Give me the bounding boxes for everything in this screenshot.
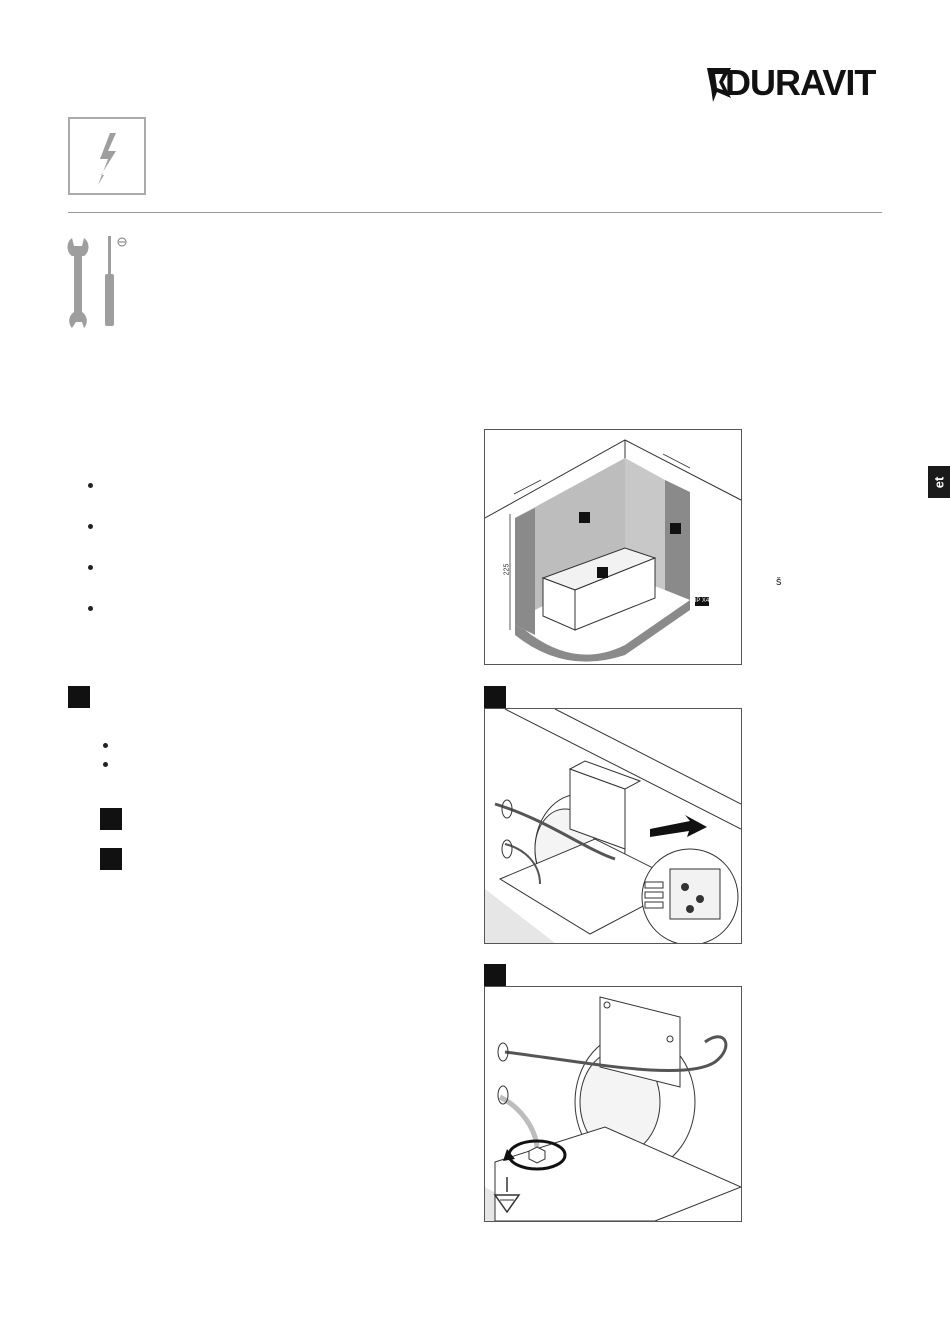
list-bullet [88, 483, 93, 488]
language-tab[interactable]: et [928, 466, 950, 498]
pump-earthing-illustration [485, 987, 741, 1221]
step-marker [68, 686, 90, 708]
logo-text: DURAVIT [725, 62, 876, 103]
list-bullet [103, 743, 108, 748]
list-bullet [88, 524, 93, 529]
wrench-and-screwdriver-icon [62, 232, 134, 332]
list-bullet [88, 565, 93, 570]
section-divider [68, 212, 882, 213]
height-dimension-label: 225 [503, 563, 511, 576]
electrical-warning-box [68, 117, 146, 195]
tools-required [62, 232, 134, 332]
ip-rating-label: IP X4 [694, 598, 710, 604]
list-bullet [88, 606, 93, 611]
step-marker [100, 848, 122, 870]
lightning-bolt-warning-icon [70, 119, 144, 193]
step-marker [484, 686, 506, 708]
side-note: š [776, 576, 782, 588]
step-marker [484, 964, 506, 986]
duravit-logo [705, 62, 890, 104]
bathroom-zones-illustration [485, 430, 741, 664]
figure-protection-zones [484, 429, 742, 665]
figure-cable-connection [484, 708, 742, 944]
step-marker [100, 808, 122, 830]
pump-connection-illustration [485, 709, 741, 943]
figure-earth-connection [484, 986, 742, 1222]
list-bullet [103, 762, 108, 767]
